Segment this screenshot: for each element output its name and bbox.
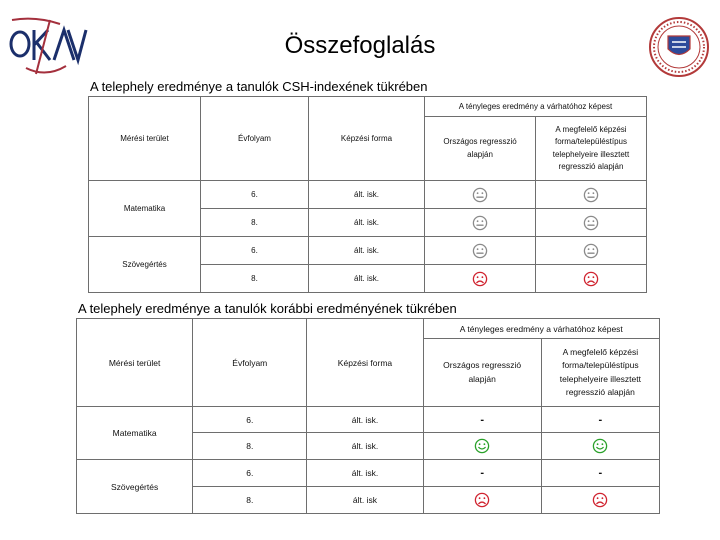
area-cell: Matematika	[77, 407, 193, 460]
area-cell: Matematika	[89, 181, 201, 237]
neutral-face-icon	[583, 215, 599, 231]
fitted-result-cell	[541, 487, 659, 514]
form-cell: ált. isk.	[309, 209, 425, 237]
page-title: Összefoglalás	[284, 32, 436, 59]
header-group: A tényleges eredmény a várhatóhoz képest	[425, 97, 647, 117]
neutral-face-icon	[472, 243, 488, 259]
grade-cell: 6.	[193, 407, 307, 433]
national-result-cell	[425, 265, 536, 293]
col-header-grade: Évfolyam	[201, 97, 309, 181]
grade-cell: 6.	[193, 460, 307, 487]
national-result-cell	[423, 433, 541, 460]
col-header-area: Mérési terület	[89, 97, 201, 181]
col-header-grade: Évfolyam	[193, 319, 307, 407]
fitted-result-cell	[541, 460, 659, 487]
table-row	[89, 181, 647, 209]
national-result-cell	[425, 237, 536, 265]
negative-face-icon	[472, 271, 488, 287]
grade-cell: 8.	[201, 265, 309, 293]
form-cell: ált. isk.	[309, 265, 425, 293]
form-cell: ált. isk.	[307, 407, 423, 433]
table-row	[89, 237, 647, 265]
fitted-result-cell	[541, 407, 659, 433]
neutral-face-icon	[472, 187, 488, 203]
no-data-dash: -	[480, 467, 484, 479]
grade-cell: 6.	[201, 237, 309, 265]
col-header-form: Képzési forma	[307, 319, 423, 407]
grade-cell: 8.	[193, 433, 307, 460]
grade-cell: 8.	[193, 487, 307, 514]
form-cell: ált. isk.	[307, 433, 423, 460]
area-cell: Szövegértés	[77, 460, 193, 514]
no-data-dash: -	[598, 413, 603, 426]
neutral-face-icon	[472, 215, 488, 231]
grade-cell: 6.	[201, 181, 309, 209]
table-row	[77, 407, 660, 433]
result-table-prior	[76, 318, 660, 514]
col-header-fitted: A megfelelő képzési forma/településtípus telephelyeire illesztett regresszió alapján	[536, 117, 647, 181]
fitted-result-cell	[536, 237, 647, 265]
col-header-national: Országos regresszió alapján	[425, 117, 536, 181]
form-cell: ált. isk.	[309, 237, 425, 265]
negative-face-icon	[583, 271, 599, 287]
form-cell: ált. isk	[307, 487, 423, 514]
result-table-csh	[88, 96, 647, 293]
national-result-cell	[423, 460, 541, 487]
header-group: A tényleges eredmény a várhatóhoz képest	[423, 319, 659, 339]
grade-cell: 8.	[201, 209, 309, 237]
positive-face-icon	[592, 438, 608, 454]
col-header-form: Képzési forma	[309, 97, 425, 181]
national-result-cell	[425, 209, 536, 237]
table-row	[77, 460, 660, 487]
col-header-area: Mérési terület	[77, 319, 193, 407]
table2-title: A telephely eredménye a tanulók korábbi eredményének tükrében	[78, 301, 457, 316]
negative-face-icon	[474, 492, 490, 508]
form-cell: ált. isk.	[307, 460, 423, 487]
fitted-result-cell	[536, 265, 647, 293]
table1-title: A telephely eredménye a tanulók CSH-indexének tükrében	[90, 79, 428, 94]
neutral-face-icon	[583, 243, 599, 259]
form-cell: ált. isk.	[309, 181, 425, 209]
negative-face-icon	[592, 492, 608, 508]
fitted-result-cell	[536, 181, 647, 209]
neutral-face-icon	[583, 187, 599, 203]
fitted-result-cell	[536, 209, 647, 237]
national-result-cell	[423, 407, 541, 433]
national-result-cell	[423, 487, 541, 514]
positive-face-icon	[474, 438, 490, 454]
fitted-result-cell	[541, 433, 659, 460]
no-data-dash: -	[480, 413, 484, 426]
area-cell: Szövegértés	[89, 237, 201, 293]
national-result-cell	[425, 181, 536, 209]
col-header-national: Országos regresszió alapján	[423, 339, 541, 407]
no-data-dash: -	[598, 467, 603, 479]
col-header-fitted: A megfelelő képzési forma/településtípus telephelyeire illesztett regresszió alapján	[541, 339, 659, 407]
